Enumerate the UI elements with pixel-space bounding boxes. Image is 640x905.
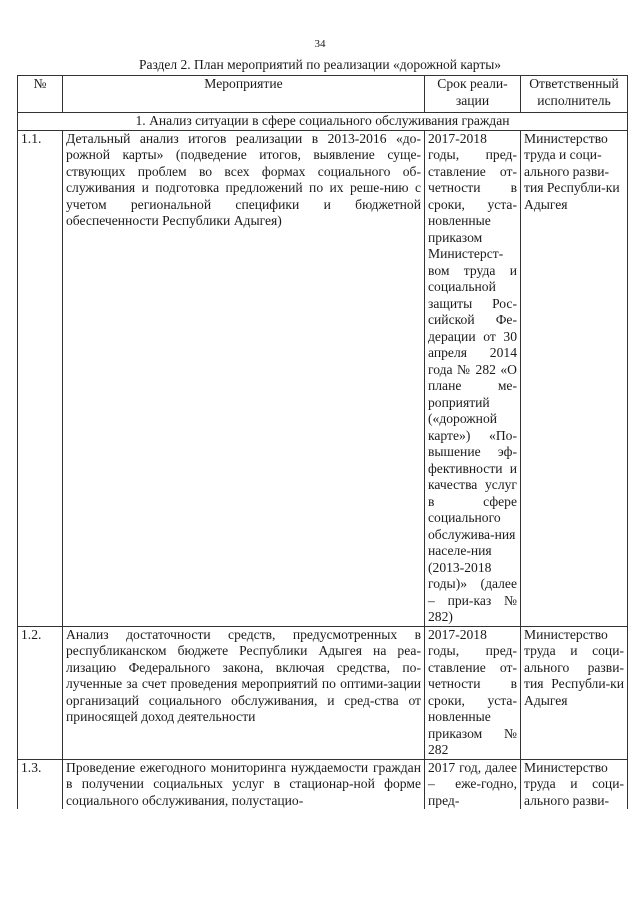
row-event: Анализ достаточности средств, предусмотренных в республиканском бюджете Республики Адыгея на реа-лизацию Федерального закона, включая средства, по-лученные за счет проведения мероприятий по оптими-зации организаций социального обслуживания, и сред-ства от приносящей доход деятельности	[63, 626, 425, 759]
header-executor: Ответственный исполнитель	[521, 76, 628, 113]
row-deadline: 2017 год, далее – еже-годно, пред-	[425, 759, 521, 809]
section-heading: 1. Анализ ситуации в сфере социального обслуживания граждан	[18, 113, 628, 131]
section-title: Раздел 2. План мероприятий по реализации «дорожной карты»	[138, 57, 502, 72]
plan-table	[17, 75, 628, 809]
row-executor: Министерство труда и соци-ального разви-тия Республи-ки Адыгея	[521, 130, 628, 626]
table-row	[18, 626, 628, 759]
header-event: Мероприятие	[63, 76, 425, 113]
page-number: 34	[314, 38, 326, 50]
row-number: 1.1.	[18, 130, 63, 626]
row-deadline: 2017-2018 годы, пред-ставление от-четности в сроки, уста-новленные приказом Министерст-вом труда и социальной защиты Рос-сийской Фе-дерации от 30 апреля 2014 года № 282 «О плане ме-роприятий («дорожной карте») «По-вышение эф-фективности и качества услуг в сфере социального обслужива-ния населе-ния (2013-2018 годы)» (далее – при-каз № 282)	[425, 130, 521, 626]
table-header-row	[18, 76, 628, 113]
row-deadline: 2017-2018 годы, пред-ставление от-четности в сроки, уста-новленные приказом № 282	[425, 626, 521, 759]
row-number: 1.2.	[18, 626, 63, 759]
row-event: Проведение ежегодного мониторинга нуждаемости граждан в получении социальных услуг в стационар-ной форме социального обслуживания, полустацио-	[63, 759, 425, 809]
table-row	[18, 130, 628, 626]
section-row	[18, 113, 628, 131]
row-executor: Министерство труда и соци-ального разви-тия Республи-ки Адыгея	[521, 626, 628, 759]
row-event: Детальный анализ итогов реализации в 2013-2016 «до-рожной карты» (подведение итогов, выявление суще-ствующих проблем во всех формах социального об-служивания и подготовка предложений по их реше-нию с учетом региональной специфики и бюджетной обеспеченности Республики Адыгея)	[63, 130, 425, 626]
row-number: 1.3.	[18, 759, 63, 809]
table-row	[18, 759, 628, 809]
row-executor: Министерство труда и соци-ального разви-	[521, 759, 628, 809]
header-num: №	[18, 76, 63, 113]
header-deadline: Срок реали-зации	[425, 76, 521, 113]
